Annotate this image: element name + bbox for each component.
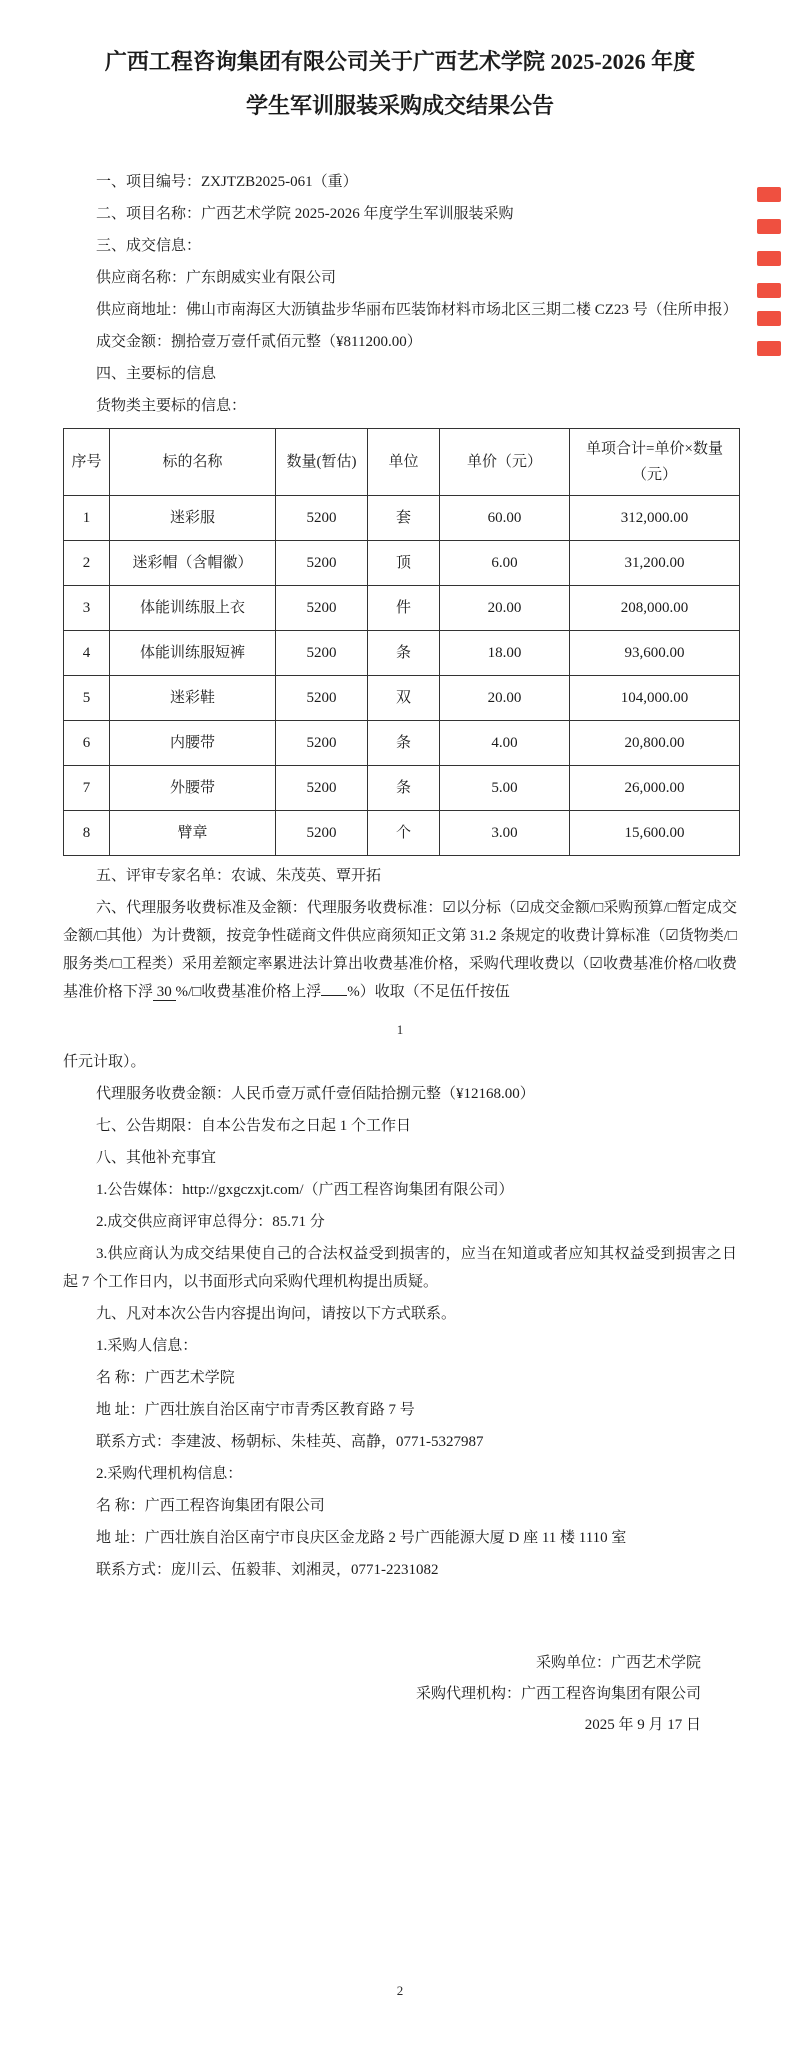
table-cell: 体能训练服短裤 xyxy=(110,631,276,676)
table-cell: 5200 xyxy=(276,586,368,631)
document-title-line2: 学生军训服装采购成交结果公告 xyxy=(245,93,554,118)
table-cell: 8 xyxy=(64,811,110,856)
paragraph-deal-amount: 成交金额：捌拾壹万壹仟贰佰元整（¥811200.00） xyxy=(96,334,422,350)
table-cell: 20,800.00 xyxy=(570,721,740,766)
paragraph-contact-heading: 九、凡对本次公告内容提出询问，请按以下方式联系。 xyxy=(96,1306,457,1322)
table-cell: 双 xyxy=(368,676,440,721)
table-cell: 条 xyxy=(368,721,440,766)
table-cell: 顶 xyxy=(368,541,440,586)
table-cell: 件 xyxy=(368,586,440,631)
table-cell: 5.00 xyxy=(440,766,570,811)
table-row xyxy=(64,541,740,586)
table-cell: 5200 xyxy=(276,541,368,586)
paragraph-buyer-name: 名 称：广西艺术学院 xyxy=(96,1370,235,1386)
table-header-cell: 数量(暂估) xyxy=(276,429,368,496)
red-highlight-mark xyxy=(757,251,781,266)
fee-text-part1: 六、代理服务收费标准及金额：代理服务收费标准：☑以分标（☑成交金额/□采购预算/□暂定成交金额/□其他）为计费额，按竞争性磋商文件供应商须知正文第 31.2 条规定的收费计算标准（☑货物类/□服务类/□工程类）采用差额定率累进法计算出收费基准价格，采购代理收费以（☑收费基准价格/□收费基准价格下浮 xyxy=(63,900,737,1000)
table-header-cell: 单项合计=单价×数量（元） xyxy=(570,429,740,496)
table-header-cell: 标的名称 xyxy=(110,429,276,496)
table-cell: 18.00 xyxy=(440,631,570,676)
fee-text-part3: %）收取（不足伍仟按伍 xyxy=(347,984,510,1000)
goods-table-head xyxy=(64,429,740,496)
table-cell: 31,200.00 xyxy=(570,541,740,586)
red-highlight-mark xyxy=(757,187,781,202)
paragraph-other-matters-heading: 八、其他补充事宜 xyxy=(96,1150,217,1166)
paragraph-supplier-name: 供应商名称：广东朗威实业有限公司 xyxy=(96,270,337,286)
signature-block xyxy=(63,1648,737,1741)
table-row xyxy=(64,811,740,856)
paragraph-objection-notice: 3.供应商认为成交结果使自己的合法权益受到损害的，应当在知道或者应知其权益受到损害之日起 7 个工作日内，以书面形式向采购代理机构提出质疑。 xyxy=(63,1246,737,1290)
table-header-cell: 单价（元） xyxy=(440,429,570,496)
red-highlight-mark xyxy=(757,341,781,356)
table-row xyxy=(64,676,740,721)
paragraph-expert-list: 五、评审专家名单：农诚、朱茂英、覃开拓 xyxy=(96,868,382,884)
table-header-cell: 单位 xyxy=(368,429,440,496)
red-highlight-mark xyxy=(757,311,781,326)
table-cell: 臂章 xyxy=(110,811,276,856)
table-cell: 5200 xyxy=(276,811,368,856)
table-cell: 1 xyxy=(64,496,110,541)
paragraph-agency-fee-standard xyxy=(63,894,737,1006)
paragraph-goods-info-label: 货物类主要标的信息： xyxy=(96,398,247,414)
table-cell: 3 xyxy=(64,586,110,631)
table-cell: 2 xyxy=(64,541,110,586)
table-row xyxy=(64,631,740,676)
red-highlight-mark xyxy=(757,283,781,298)
table-cell: 迷彩帽（含帽徽） xyxy=(110,541,276,586)
paragraph-buyer-info-heading: 1.采购人信息： xyxy=(96,1338,198,1354)
paragraph-project-name: 二、项目名称：广西艺术学院 2025-2026 年度学生军训服装采购 xyxy=(96,206,514,222)
document-title-line1: 广西工程咨询集团有限公司关于广西艺术学院 2025-2026 年度 xyxy=(104,49,696,74)
paragraph-supplier-address: 供应商地址：佛山市南海区大沥镇盐步华丽布匹装饰材料市场北区三期二楼 CZ23 号（住所申报） xyxy=(96,302,738,318)
table-cell: 体能训练服上衣 xyxy=(110,586,276,631)
fee-text-part2: %/□收费基准价格上浮 xyxy=(175,984,322,1000)
page-number-1: 1 xyxy=(396,1022,404,1037)
table-cell: 4.00 xyxy=(440,721,570,766)
paragraph-buyer-address: 地 址：广西壮族自治区南宁市青秀区教育路 7 号 xyxy=(96,1402,415,1418)
paragraph-announcement-media: 1.公告媒体：http://gxgczxjt.com/（广西工程咨询集团有限公司） xyxy=(96,1182,514,1198)
fee-discount-value: 30 xyxy=(153,984,176,1000)
table-cell: 个 xyxy=(368,811,440,856)
table-cell: 5200 xyxy=(276,631,368,676)
table-cell: 5 xyxy=(64,676,110,721)
table-header-row xyxy=(64,429,740,496)
table-cell: 条 xyxy=(368,631,440,676)
table-row xyxy=(64,496,740,541)
goods-subject-table xyxy=(63,428,740,856)
table-cell: 6 xyxy=(64,721,110,766)
paragraph-project-number: 一、项目编号：ZXJTZB2025-061（重） xyxy=(96,174,358,190)
table-row xyxy=(64,766,740,811)
table-cell: 15,600.00 xyxy=(570,811,740,856)
paragraph-deal-info-heading: 三、成交信息： xyxy=(96,238,202,254)
table-cell: 7 xyxy=(64,766,110,811)
table-header-cell: 序号 xyxy=(64,429,110,496)
table-cell: 4 xyxy=(64,631,110,676)
table-cell: 迷彩服 xyxy=(110,496,276,541)
document-title xyxy=(63,40,737,128)
table-cell: 内腰带 xyxy=(110,721,276,766)
paragraph-main-subject-heading: 四、主要标的信息 xyxy=(96,366,217,382)
page-number-2: 2 xyxy=(396,1983,404,1998)
paragraph-fee-tail: 仟元计取）。 xyxy=(63,1054,146,1070)
table-cell: 迷彩鞋 xyxy=(110,676,276,721)
signature-buyer-unit: 采购单位：广西艺术学院 xyxy=(535,1655,701,1671)
paragraph-buyer-contact: 联系方式：李建波、杨朝标、朱桂英、高静，0771-5327987 xyxy=(96,1434,484,1450)
table-cell: 312,000.00 xyxy=(570,496,740,541)
fee-blank-underline xyxy=(321,981,347,996)
table-cell: 20.00 xyxy=(440,676,570,721)
table-cell: 3.00 xyxy=(440,811,570,856)
signature-date: 2025 年 9 月 17 日 xyxy=(584,1717,701,1733)
table-cell: 20.00 xyxy=(440,586,570,631)
table-cell: 外腰带 xyxy=(110,766,276,811)
red-highlight-mark xyxy=(757,219,781,234)
paragraph-agency-fee-amount: 代理服务收费金额：人民币壹万贰仟壹佰陆拾捌元整（¥12168.00） xyxy=(96,1086,535,1102)
goods-table-body xyxy=(64,496,740,856)
paragraph-agent-contact: 联系方式：庞川云、伍毅菲、刘湘灵，0771-2231082 xyxy=(96,1562,439,1578)
table-row xyxy=(64,586,740,631)
table-cell: 26,000.00 xyxy=(570,766,740,811)
table-row xyxy=(64,721,740,766)
table-cell: 5200 xyxy=(276,676,368,721)
table-cell: 93,600.00 xyxy=(570,631,740,676)
table-cell: 6.00 xyxy=(440,541,570,586)
table-cell: 60.00 xyxy=(440,496,570,541)
table-cell: 5200 xyxy=(276,766,368,811)
signature-agent-unit: 采购代理机构：广西工程咨询集团有限公司 xyxy=(415,1686,701,1702)
table-cell: 208,000.00 xyxy=(570,586,740,631)
paragraph-agent-info-heading: 2.采购代理机构信息： xyxy=(96,1466,243,1482)
table-cell: 条 xyxy=(368,766,440,811)
paragraph-agent-name: 名 称：广西工程咨询集团有限公司 xyxy=(96,1498,325,1514)
table-cell: 5200 xyxy=(276,496,368,541)
paragraph-announcement-period: 七、公告期限：自本公告发布之日起 1 个工作日 xyxy=(96,1118,412,1134)
table-cell: 104,000.00 xyxy=(570,676,740,721)
paragraph-review-score: 2.成交供应商评审总得分：85.71 分 xyxy=(96,1214,325,1230)
paragraph-agent-address: 地 址：广西壮族自治区南宁市良庆区金龙路 2 号广西能源大厦 D 座 11 楼 1110 室 xyxy=(96,1530,627,1546)
table-cell: 套 xyxy=(368,496,440,541)
table-cell: 5200 xyxy=(276,721,368,766)
